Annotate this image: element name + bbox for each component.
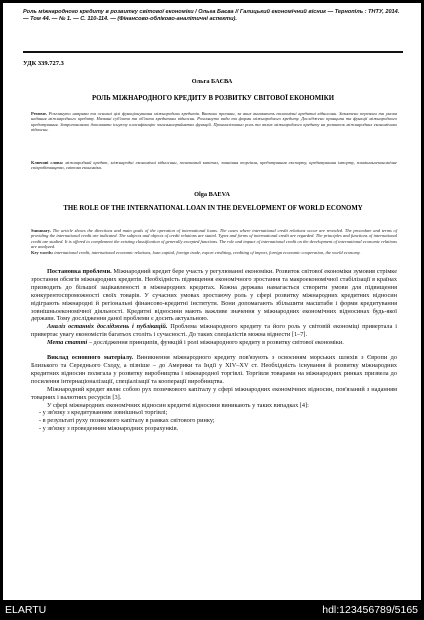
paragraph-definition: Міжнародний кредит являє собою рух позичкового капіталу у сфері міжнародних економічних відносин, пов'язаний з наданням товарних і валютних ресурсів [3]. <box>31 385 397 401</box>
analysis-label: Аналіз останніх досліджень і публікацій. <box>47 323 168 331</box>
problem-label: Постановка проблеми. <box>47 268 112 275</box>
repository-name: ELARTU <box>5 604 47 616</box>
citation-header: Роль міжнародного кредиту в розвитку світової економіки / Ольга Баєва // Галицький економічний вісник — Тернопіль : ТНТУ, 2014. — Том 44. — № 1. — С. 110-114. — (Фінансово-обліково-аналітичні аспекти). <box>23 9 400 22</box>
list-item: - в результаті руху позикового капіталу в рамках світового ринку; <box>39 417 215 425</box>
abstract-en <box>31 228 397 250</box>
title-ua: РОЛЬ МІЖНАРОДНОГО КРЕДИТУ В РОЗВИТКУ СВІТОВОЇ ЕКОНОМІКИ <box>91 95 334 102</box>
article-body <box>31 268 397 433</box>
paragraph-analysis <box>31 323 397 339</box>
paragraph-goal <box>31 339 397 347</box>
problem-text: Міжнародний кредит бере участь у регулюванні економіки. Розвиток світової економіки зумовив стрімке зростання обсягів міжнародних кредитів. Необхідність підвищення економічного зростання та макроекономічної стабілізації в країнах призводить до більшої зацікавленості в міжнародних кредитах. Кожна держава намагається створити умови для підвищення конкурентоспроможності своїх товарів. У сучасних умовах зростаючу роль у сфері розвитку міжнародних кредитних відносин відіграють міжнародні й регіональні фінансово-кредитні інститути. Вони допомагають збільшити масштаби і форми кредитування зовнішньоекономічної діяльності. Кредитні відносини мають важливе значення у міжнародних економічних відносинах будь-якої держави. Тому дослідження даної проблеми є досить актуальною. <box>31 268 398 323</box>
list-item: - у зв'язку з проведенням міжнародних розрахунків. <box>39 425 179 433</box>
keywords-text-ua: міжнародний кредит, міжнародні економічні відносини, позичковий капітал, зовнішня торгівля, кредитування експорту, кредитування імпорту, зовнішньоекономічне співробітництво, світова економіка. <box>31 160 397 171</box>
title-en: THE ROLE OF THE INTERNATIONAL LOAN IN THE DEVELOPMENT OF WORLD ECONOMY <box>63 205 363 212</box>
keywords-label-en: Key words: <box>31 250 54 255</box>
abstract-ua <box>31 111 397 133</box>
summary-label-ua: Резюме. <box>31 111 48 116</box>
author-ua: Ольга БАЄВА <box>191 78 233 85</box>
udk-code: УДК 339.727.3 <box>23 60 64 67</box>
paragraph-cases: У сфері міжнародних економічних відносин кредитні відносини виникають у таких випадках [4]: <box>47 401 309 409</box>
header-divider <box>23 51 403 53</box>
author-en: Olga BAEVA <box>194 191 230 198</box>
summary-ua: Розглянуто напрями та основні цілі функціонування міжнародних кредитів. Вказано причини, за яких виникають економічні кредитні відносини. Зазначено переваги та умови надання міжнародного кредиту. Названі суб'єкти та об'єкти кредитних відносин. Розглянуто види та форми міжнародного кредиту. Досліджено принципи та функції міжнародного кредитування. Запропоновано доповнити існуючу класифікацію загальноприйнятих функцій. Проаналізовано роль та вплив міжнародного кредиту на розвиток міжнародних економічних відносин. <box>31 111 397 133</box>
summary-label-en: Summary. <box>31 228 51 233</box>
main-text: Виникнення міжнародного кредиту пов'язують з освоєнням морських шляхів з Європи до Близького та Середнього Сходу, а пізніше – до Америки та Індії у XIV–XV ст. Необхідність існування й розвитку міжнародних кредитних відносин полягала у розвитку виробництва і міжнародної торгівлі. Торгівля товарами на міжнародних ринках призвела до посилення інтернаціоналізації, спеціалізації та кооперації виробництва. <box>31 354 398 385</box>
goal-text: – дослідження принципів, функцій і ролі міжнародного кредиту в розвитку світової економіки. <box>88 339 344 347</box>
keywords-label-ua: Ключові слова: <box>31 160 64 165</box>
keywords-en <box>31 250 397 255</box>
analysis-text: Проблема міжнародного кредиту та його роль у світовій економіці привертала і привертає увагу економістів багатьох століть і сучасності. До таких спеціалістів можна віднести [1–7]. <box>31 323 397 339</box>
handle-id: hdl:123456789/5165 <box>322 604 418 616</box>
keywords-ua <box>31 160 397 171</box>
keywords-text-en: international credit, international economic relations, loan capital, foreign trade, export crediting, crediting of import, foreign economic cooperation, the world economy. <box>54 250 361 255</box>
paragraph-problem <box>31 268 397 323</box>
document-page <box>3 3 421 600</box>
list-item: - у зв'язку з кредитуванням зовнішньої торгівлі; <box>39 409 168 417</box>
main-label: Виклад основного матеріалу. <box>47 354 134 362</box>
goal-label: Мета статті <box>47 339 88 347</box>
paragraph-main <box>31 354 397 386</box>
repository-footer <box>0 600 424 620</box>
summary-en: The article shows the directions and main goals of the operation of international loans. The cases where international credit relations occur are revealed. The procedure and terms of providing the international credit are indicated. The subjects and objects of credit relations are stated. Types and forms of international credit are regarded. The principles and functions of international credit are studied. It is offered to complement the existing classification of generally excepted functions. The role and impact of international credit on the development of international economic relations are analyzed. <box>31 228 397 250</box>
